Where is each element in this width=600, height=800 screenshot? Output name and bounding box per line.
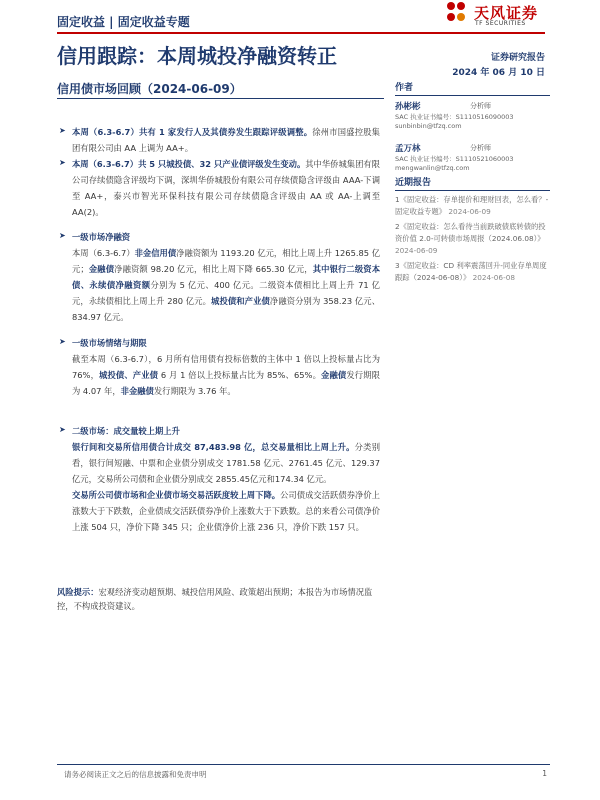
bullet-icon: ➤	[59, 126, 66, 135]
report-category: 固定收益 | 固定收益专题	[57, 15, 190, 29]
summary-2-bold: 本周（6.3-6.7）共 5 只城投债、32 只产业债评级发生变动。	[72, 159, 306, 169]
author-role: 分析师	[470, 144, 491, 152]
recent-report-item[interactable]: 1《固定收益：存单提价和理财回表，怎么看？-固定收益专题》 2024-06-09	[395, 195, 549, 216]
section-divider	[57, 98, 384, 99]
primary-finance-text: 本周（6.3-6.7）非金信用债净融资额为 1193.20 亿元，相比上周上升 1265.85 亿元；金融债净融资额 98.20 亿元，相比上周下降 665.30 亿元，其中银行二级资本债、永续债净融资额分别为 5 亿元、400 亿元。二级资本债相比上周上升 71 亿元，永续债相比上周上升 280 亿元。城投债和产业债净融资分别为 358.23 亿元、834.97 亿元。	[72, 248, 380, 322]
primary-sentiment-text: 截至本周（6.3-6.7），6 月所有信用债有投标倍数的主体中 1 倍以上投标量占比为 76%，城投债、产业债 6 月 1 倍以上投标量占比为 85%、65%。金融债发行期限为 4.07 年，非金融债发行期限为 3.76 年。	[72, 354, 380, 396]
secondary-market-heading: 二级市场：成交量较上期上升	[72, 426, 180, 436]
author-name: 孙彬彬	[395, 102, 421, 112]
recent-report-item[interactable]: 2《固定收益：怎么看待当前跌破债底转债的投资价值 2.0-可转债市场周报（2024.06.08）》 2024-06-09	[395, 222, 546, 255]
author-email[interactable]: mengwanlin@tfzq.com	[395, 164, 470, 172]
page-title: 信用跟踪：本周城投净融资转正	[57, 44, 337, 68]
secondary-market-paragraph-1: 银行间和交易所信用债合计成交 87,483.98 亿，总交易量相比上周上升。分类别看，银行间短融、中票和企业债分别成交 1781.58 亿元、2761.45 亿元、129.37 亿元，交易所公司债和企业债分别成交 2855.45亿元和174.34 亿元。	[72, 442, 380, 484]
author-role: 分析师	[470, 102, 491, 110]
bullet-icon: ➤	[59, 337, 66, 346]
author-email[interactable]: sunbinbin@tfzq.com	[395, 122, 462, 130]
author-name: 孟万林	[395, 144, 421, 154]
summary-1-bold: 本周（6.3-6.7）共有 1 家发行人及其债券发生跟踪评级调整。	[72, 127, 313, 137]
footer-divider	[57, 764, 550, 765]
recent-reports-panel	[395, 175, 550, 284]
logo-icon	[444, 0, 468, 24]
author-card	[395, 100, 550, 138]
summary-paragraph	[72, 124, 380, 156]
primary-finance-heading: 一级市场净融资	[72, 232, 131, 242]
bullet-icon: ➤	[59, 425, 66, 434]
report-type: 证券研究报告	[490, 53, 545, 63]
logo-name-cn: 天风证券	[474, 4, 539, 22]
author-license: SAC 执业证书编号：S1110516090003	[395, 113, 514, 121]
primary-finance-section	[72, 229, 380, 325]
bullet-icon: ➤	[59, 231, 66, 240]
risk-text: 宏观经济变动超预期、城投信用风险、政策超出预期；本报告为市场情况监控，不构成投资建议。	[57, 587, 373, 611]
logo-name-en: TF SECURITIES	[475, 20, 526, 27]
recent-report-item[interactable]: 3《固定收益：CD 利率震荡回升-同业存单周度跟踪（2024-06-08）》 2024-06-08	[395, 261, 547, 282]
risk-warning	[57, 585, 382, 613]
bullet-icon: ➤	[59, 158, 66, 167]
primary-sentiment-heading: 一级市场情绪与期限	[72, 338, 147, 348]
footer-disclaimer: 请务必阅读正文之后的信息披露和免责申明	[64, 770, 207, 779]
company-logo	[444, 0, 554, 34]
risk-label: 风险提示：	[57, 587, 99, 597]
primary-sentiment-section	[72, 335, 380, 399]
page-number: 1	[542, 769, 547, 778]
section-title: 信用债市场回顾（2024-06-09）	[57, 82, 242, 96]
summary-2-text: 其中华侨城集团有限公司存续债隐含评级均下调，深圳华侨城股份有限公司存续债隐含评级由 AAA-下调至 AA+，泰兴市智光环保科技有限公司存续债隐含评级由 AA 或 AA-上调至 AA(2)。	[72, 159, 380, 217]
secondary-market-section	[72, 423, 380, 535]
report-date: 2024 年 06 月 10 日	[452, 68, 545, 78]
summary-1-text: 徐州市国盛控股集团有限公司由 AA 上调为 AA+。	[72, 127, 380, 153]
summary-paragraph	[72, 156, 380, 220]
authors-panel	[395, 80, 550, 180]
secondary-market-paragraph-2: 交易所公司债市场和企业债市场交易活跃度较上周下降。公司债成交活跃债券净价上涨数大于下跌数，企业债成交活跃债券净价上涨数大于下跌数。总的来看公司债净价上涨 504 只，净价下降 345 只；企业债净价上涨 236 只，净价下跌 157 只。	[72, 490, 380, 532]
author-license: SAC 执业证书编号：S1110521060003	[395, 155, 514, 163]
recent-reports-heading: 近期报告	[395, 175, 550, 191]
authors-heading: 作者	[395, 80, 550, 96]
